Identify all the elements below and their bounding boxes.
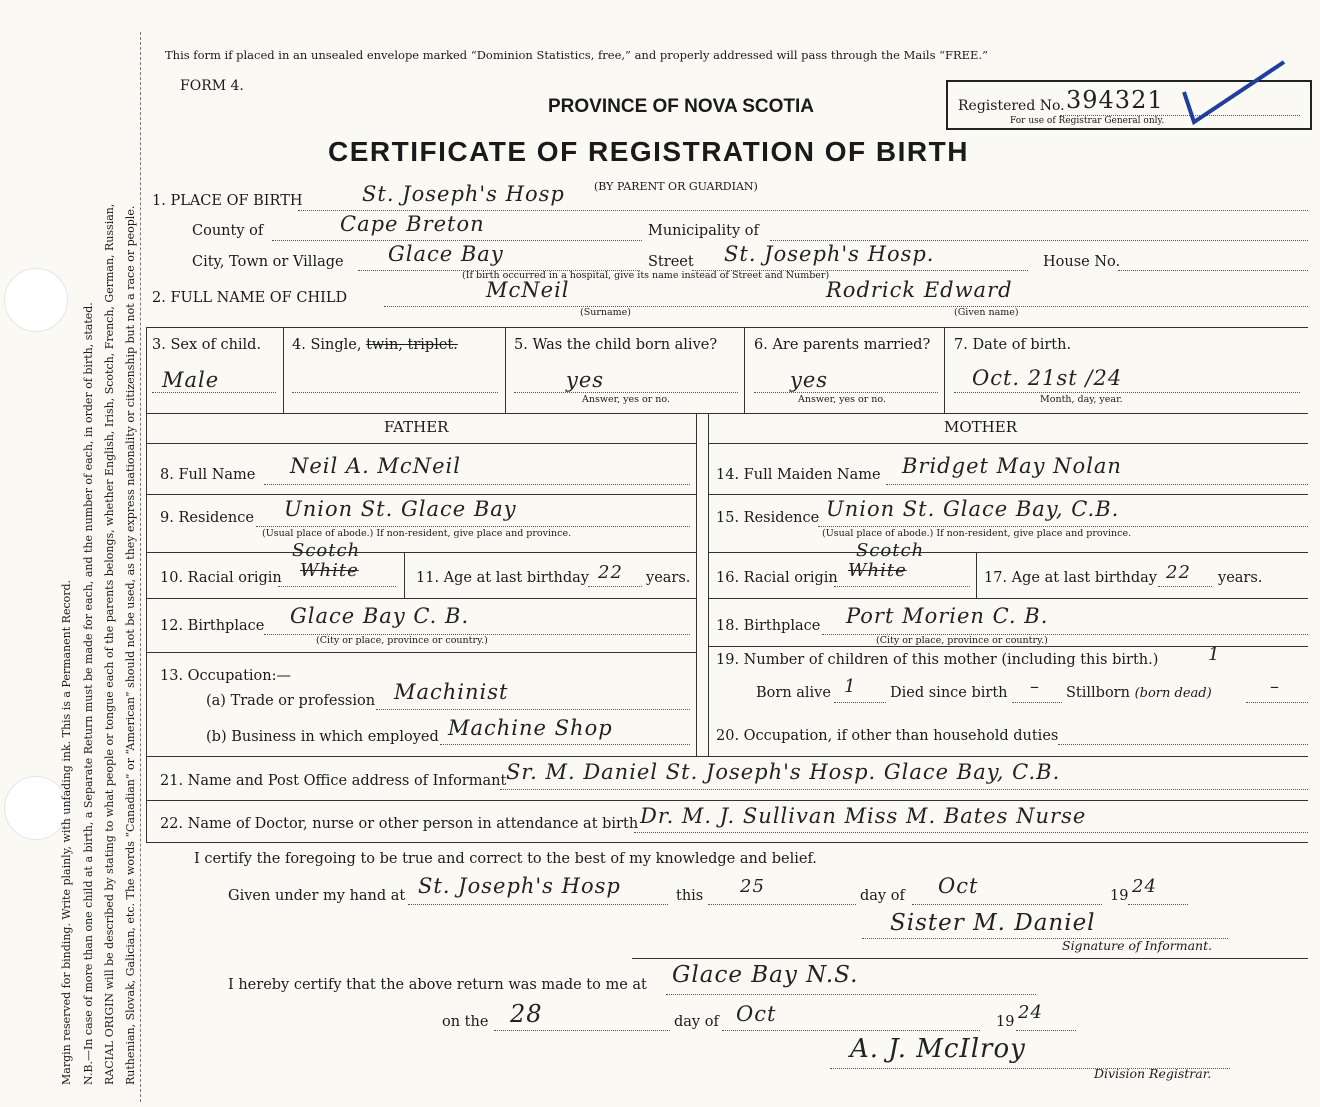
father-residence-caption: (Usual place of abode.) If non-resident, give place and province. (262, 528, 572, 539)
surname-caption: (Surname) (580, 307, 631, 318)
municipality-label: Municipality of (648, 223, 759, 239)
on-the-label: on the (442, 1014, 489, 1030)
dob-value: Oct. 21st /24 (972, 366, 1123, 390)
father-birthplace-value: Glace Bay C. B. (290, 604, 470, 628)
father-business-label: (b) Business in which employed (206, 729, 439, 745)
mother-age-label: 17. Age at last birthday (984, 570, 1157, 586)
mother-birthplace-caption: (City or place, province or country.) (876, 635, 1048, 646)
alive-answer-caption: Answer, yes or no. (582, 394, 671, 405)
certify-statement: I certify the foregoing to be true and correct to the best of my knowledge and belief. (194, 851, 817, 867)
born-alive-count-value: 1 (844, 676, 857, 697)
mail-notice: This form if placed in an unsealed envelope marked “Dominion Statistics, free,” and properly addressed will pass through the Mails “FREE.” (165, 48, 988, 62)
plurality-label: 4. Single, twin, triplet. (292, 337, 458, 353)
born-alive-count-label: Born alive (756, 685, 831, 701)
married-answer-caption: Answer, yes or no. (798, 394, 887, 405)
registered-number: 394321 (1066, 86, 1164, 114)
margin-note-2: N.B.—In case of more than one child at a birth, a Separate Return must be made for each, and the number of each, in order of birth, stated. (82, 302, 95, 1085)
city-value: Glace Bay (388, 242, 504, 266)
binding-margin-line (140, 32, 141, 1102)
given-year-prefix: 19 (1110, 888, 1129, 904)
mother-heading: MOTHER (944, 418, 1017, 436)
informant-label: 21. Name and Post Office address of Informant (160, 773, 507, 789)
father-racial-struck: White (300, 560, 359, 581)
registrar-caption: Division Registrar. (1094, 1066, 1212, 1081)
mother-residence-value: Union St. Glace Bay, C.B. (826, 497, 1120, 521)
given-place: St. Joseph's Hosp (418, 874, 621, 898)
parents-married-value: yes (790, 368, 829, 392)
province-heading: PROVINCE OF NOVA SCOTIA (548, 96, 815, 117)
informant-signature: Sister M. Daniel (890, 910, 1096, 936)
punch-hole-bottom (4, 776, 68, 840)
given-under-label: Given under my hand at (228, 888, 406, 904)
margin-note-1: Margin reserved for binding. Write plainly, with unfading ink. This is a Permanent Record. (60, 579, 73, 1085)
given-caption: (Given name) (954, 307, 1019, 318)
stillborn-label: Stillborn (born dead) (1066, 685, 1212, 701)
father-business-value: Machine Shop (448, 716, 613, 740)
place-of-birth-label: 1. PLACE OF BIRTH (152, 193, 303, 209)
sex-value: Male (162, 368, 220, 392)
certificate-title: CERTIFICATE OF REGISTRATION OF BIRTH (328, 136, 969, 167)
child-given-name: Rodrick Edward (826, 278, 1013, 302)
attendant-value: Dr. M. J. Sullivan Miss M. Bates Nurse (640, 804, 1087, 828)
child-surname: McNeil (486, 278, 570, 302)
parents-married-label: 6. Are parents married? (754, 337, 931, 353)
given-day: 25 (740, 876, 765, 897)
checkmark-icon (1180, 58, 1290, 128)
street-label: Street (648, 254, 694, 270)
father-residence-value: Union St. Glace Bay (284, 497, 517, 521)
certificate-subtitle: (BY PARENT OR GUARDIAN) (594, 180, 758, 193)
born-alive-value: yes (566, 368, 605, 392)
given-day-of-label: day of (860, 888, 905, 904)
form-number: FORM 4. (180, 78, 244, 94)
margin-note-3: RACIAL ORIGIN will be described by stating to what people or tongue each of the parents belongs, whether English, Irish, Scotch, French, German, Russian, (103, 203, 116, 1085)
mother-residence-caption: (Usual place of abode.) If non-resident, give place and province. (822, 528, 1132, 539)
father-trade-label: (a) Trade or profession (206, 693, 376, 709)
father-racial-value: Scotch (292, 540, 361, 561)
margin-note-4: Ruthenian, Slovak, Galician, etc. The words “Canadian” or “American” should not be used, as they express nationality or citizenship but not a race or people. (124, 205, 137, 1085)
city-label: City, Town or Village (192, 254, 344, 270)
punch-hole-top (4, 268, 68, 332)
dob-caption: Month, day, year. (1040, 394, 1123, 405)
mother-birthplace-value: Port Morien C. B. (846, 604, 1049, 628)
father-racial-label: 10. Racial origin (160, 570, 282, 586)
county-value: Cape Breton (340, 212, 485, 236)
died-since-birth-value: – (1030, 676, 1040, 697)
registrar-place: Glace Bay N.S. (672, 962, 859, 988)
registrar-year: 24 (1018, 1002, 1043, 1023)
mother-age-unit: years. (1218, 570, 1263, 586)
house-no-label: House No. (1043, 254, 1121, 270)
father-heading: FATHER (384, 418, 449, 436)
dob-label: 7. Date of birth. (954, 337, 1072, 353)
street-value: St. Joseph's Hosp. (724, 242, 935, 266)
mother-occupation-label: 20. Occupation, if other than household duties (716, 728, 1059, 744)
given-year: 24 (1132, 876, 1157, 897)
this-label: this (676, 888, 704, 904)
mother-racial-value: Scotch (856, 540, 925, 561)
stillborn-value: – (1270, 676, 1280, 697)
mother-name-label: 14. Full Maiden Name (716, 467, 881, 483)
father-name-label: 8. Full Name (160, 467, 256, 483)
children-count-value: 1 (1208, 644, 1221, 665)
registered-label: Registered No. (958, 98, 1065, 114)
county-label: County of (192, 223, 264, 239)
father-birthplace-caption: (City or place, province or country.) (316, 635, 488, 646)
registrar-signature: A. J. McIlroy (850, 1034, 1026, 1064)
father-name-value: Neil A. McNeil (290, 454, 461, 478)
born-alive-label: 5. Was the child born alive? (514, 337, 718, 353)
given-month: Oct (938, 874, 979, 898)
sex-label: 3. Sex of child. (152, 337, 262, 353)
registrar-day: 28 (510, 1000, 543, 1028)
attendant-label: 22. Name of Doctor, nurse or other person in attendance at birth (160, 816, 639, 832)
died-since-birth-label: Died since birth (890, 685, 1008, 701)
father-trade-value: Machinist (394, 680, 509, 704)
mother-residence-label: 15. Residence (716, 510, 820, 526)
child-name-label: 2. FULL NAME OF CHILD (152, 290, 348, 306)
mother-racial-label: 16. Racial origin (716, 570, 838, 586)
father-birthplace-label: 12. Birthplace (160, 618, 265, 634)
hospital-note: (If birth occurred in a hospital, give its name instead of Street and Number) (462, 270, 830, 281)
informant-signature-caption: Signature of Informant. (1062, 938, 1213, 953)
father-age-unit: years. (646, 570, 691, 586)
mother-racial-struck: White (848, 560, 907, 581)
registrar-statement: I hereby certify that the above return was made to me at (228, 977, 647, 993)
registrar-year-prefix: 19 (996, 1014, 1015, 1030)
father-age-label: 11. Age at last birthday (416, 570, 589, 586)
father-residence-label: 9. Residence (160, 510, 254, 526)
informant-value: Sr. M. Daniel St. Joseph's Hosp. Glace Bay, C.B. (506, 760, 1061, 784)
children-count-label: 19. Number of children of this mother (including this birth.) (716, 652, 1159, 668)
father-age-value: 22 (598, 562, 623, 583)
mother-name-value: Bridget May Nolan (902, 454, 1122, 478)
registrar-month: Oct (736, 1002, 777, 1026)
registrar-day-of-label: day of (674, 1014, 719, 1030)
father-occupation-label: 13. Occupation:— (160, 668, 291, 684)
mother-age-value: 22 (1166, 562, 1191, 583)
mother-birthplace-label: 18. Birthplace (716, 618, 821, 634)
place-of-birth-value: St. Joseph's Hosp (362, 182, 565, 206)
registrar-use-note: For use of Registrar General only. (1010, 116, 1165, 126)
